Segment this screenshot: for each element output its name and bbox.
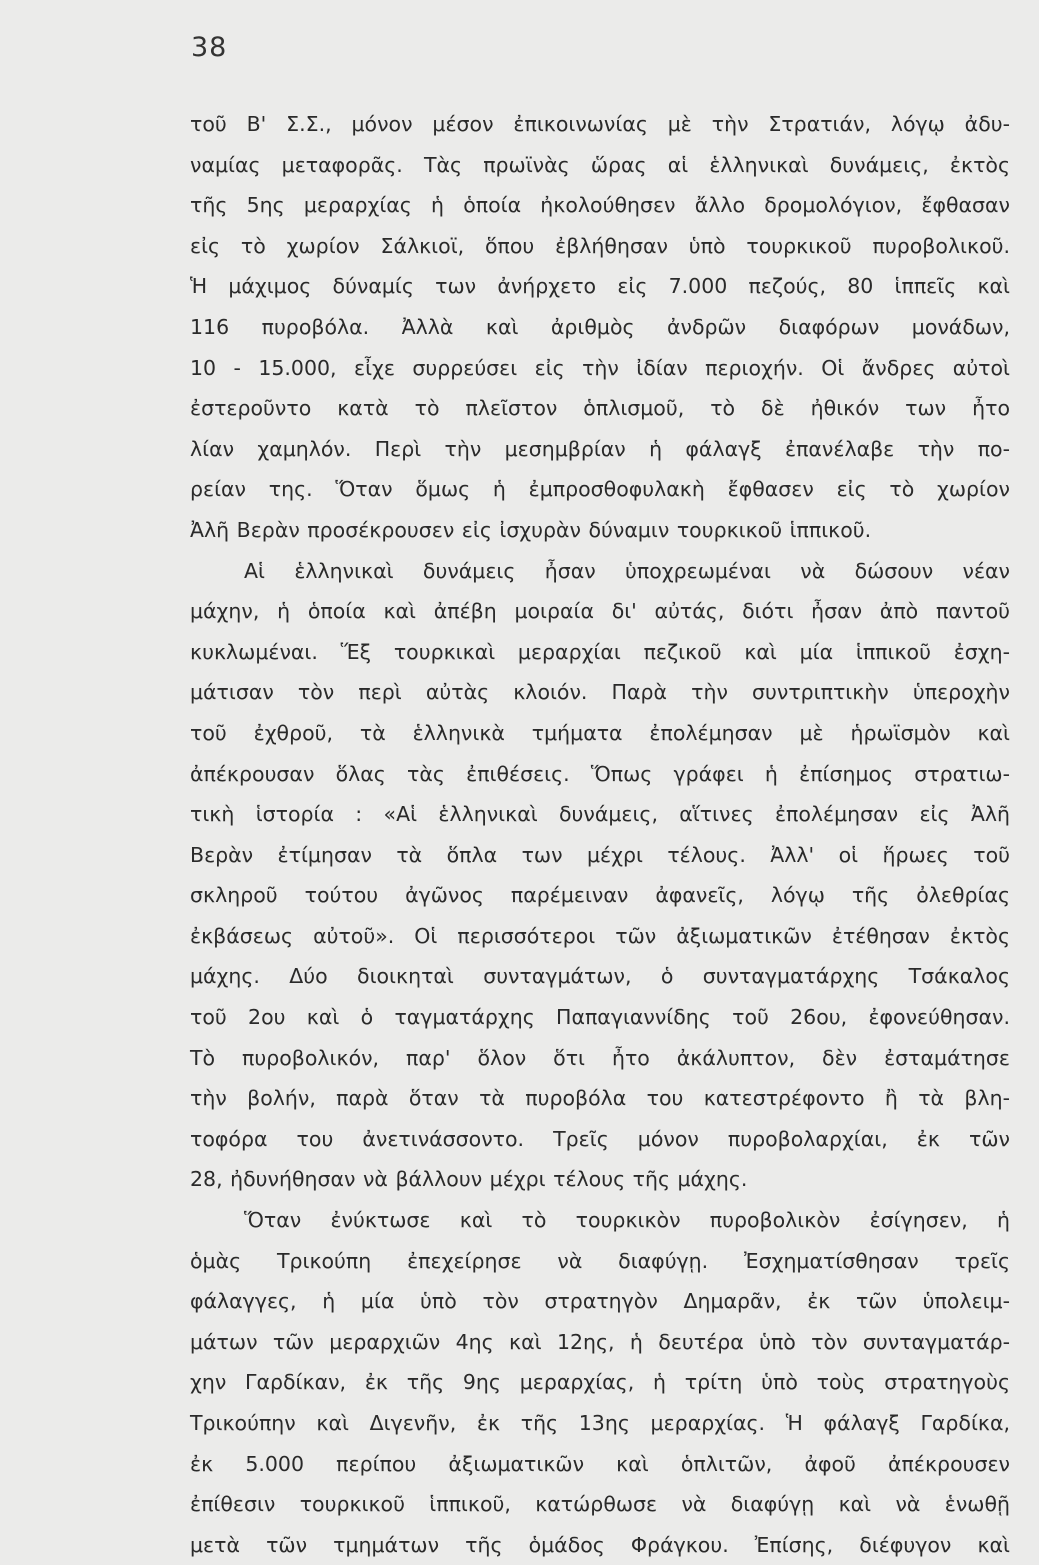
text-line: εἰς τὸ χωρίον Σάλκιοϊ, ὅπου ἐβλήθησαν ὑπὸ τουρκικοῦ πυροβολικοῦ. — [190, 233, 1010, 258]
text-line: μάχης. Δύο διοικηταὶ συνταγμάτων, ὁ συνταγματάρχης Τσάκαλος — [190, 964, 1010, 989]
text-line: λίαν χαμηλόν. Περὶ τὴν μεσημβρίαν ἡ φάλαγξ ἐπανέλαβε τὴν πο- — [190, 436, 1010, 461]
text-line: ἐστεροῦντο κατὰ τὸ πλεῖστον ὁπλισμοῦ, τὸ δὲ ἠθικόν των ἦτο — [190, 396, 1010, 421]
text-line: μάχην, ἡ ὁποία καὶ ἀπέβη μοιραία δι' αὐτάς, διότι ἦσαν ἀπὸ παντοῦ — [190, 599, 1010, 624]
text-line: ρείαν της. Ὅταν ὅμως ἡ ἐμπροσθοφυλακὴ ἔφθασεν εἰς τὸ χωρίον — [190, 477, 1010, 502]
text-line: τὴν βολήν, παρὰ ὅταν τὰ πυροβόλα του κατεστρέφοντο ἢ τὰ βλη- — [190, 1086, 1010, 1111]
text-line: 28, ἠδυνήθησαν νὰ βάλλουν μέχρι τέλους τῆς μάχης. — [190, 1167, 748, 1192]
text-line: κυκλωμέναι. Ἕξ τουρκικαὶ μεραρχίαι πεζικοῦ καὶ μία ἱππικοῦ ἐσχη- — [190, 639, 1010, 664]
text-line: τῆς 5ης μεραρχίας ἡ ὁποία ἠκολούθησεν ἄλλο δρομολόγιον, ἔφθασαν — [190, 193, 1010, 218]
text-line: ἐπίθεσιν τουρκικοῦ ἱππικοῦ, κατώρθωσε νὰ διαφύγῃ καὶ νὰ ἑνωθῇ — [190, 1492, 1010, 1517]
text-line: τικὴ ἱστορία : «Αἱ ἑλληνικαὶ δυνάμεις, αἵτινες ἐπολέμησαν εἰς Ἀλῆ — [190, 802, 1010, 827]
text-line: χην Γαρδίκαν, ἐκ τῆς 9ης μεραρχίας, ἡ τρίτη ὑπὸ τοὺς στρατηγοὺς — [190, 1370, 1010, 1395]
text-line: σκληροῦ τούτου ἀγῶνος παρέμειναν ἀφανεῖς, λόγῳ τῆς ὀλεθρίας — [190, 883, 1010, 908]
text-line: τοφόρα του ἀνετινάσσοντο. Τρεῖς μόνον πυροβολαρχίαι, ἐκ τῶν — [190, 1126, 1010, 1151]
text-line: ναμίας μεταφορᾶς. Τὰς πρωϊνὰς ὥρας αἱ ἑλληνικαὶ δυνάμεις, ἐκτὸς — [190, 152, 1010, 177]
text-line: ἀπέκρουσαν ὅλας τὰς ἐπιθέσεις. Ὅπως γράφει ἡ ἐπίσημος στρατιω- — [190, 761, 1010, 786]
text-line: Ὅταν ἐνύκτωσε καὶ τὸ τουρκικὸν πυροβολικὸν ἐσίγησεν, ἡ — [244, 1208, 1010, 1233]
body-text — [190, 104, 1010, 1565]
text-line: Τρικούπην καὶ Διγενῆν, ἐκ τῆς 13ης μεραρχίας. Ἡ φάλαγξ Γαρδίκα, — [190, 1411, 1010, 1435]
text-line: ἐκ 5.000 περίπου ἀξιωματικῶν καὶ ὁπλιτῶν, ἀφοῦ ἀπέκρουσεν — [190, 1451, 1010, 1476]
text-line: μάτισαν τὸν περὶ αὐτὰς κλοιόν. Παρὰ τὴν συντριπτικὴν ὑπεροχὴν — [190, 680, 1010, 705]
text-line: Αἱ ἑλληνικαὶ δυνάμεις ἦσαν ὑποχρεωμέναι νὰ δώσουν νέαν — [244, 558, 1010, 583]
text-line: μετὰ τῶν τμημάτων τῆς ὁμάδος Φράγκου. Ἐπίσης, διέφυγον καὶ — [190, 1532, 1010, 1557]
text-line: 116 πυροβόλα. Ἀλλὰ καὶ ἀριθμὸς ἀνδρῶν διαφόρων μονάδων, — [190, 314, 1010, 339]
text-line: ἐκβάσεως αὐτοῦ». Οἱ περισσότεροι τῶν ἀξιωματικῶν ἐτέθησαν ἐκτὸς — [190, 923, 1010, 948]
text-line: ὁμὰς Τρικούπη ἐπεχείρησε νὰ διαφύγῃ. Ἐσχηματίσθησαν τρεῖς — [190, 1248, 1010, 1273]
text-line: τοῦ 2ου καὶ ὁ ταγματάρχης Παπαγιαννίδης τοῦ 26ου, ἐφονεύθησαν. — [190, 1005, 1010, 1030]
text-line: Ἀλῆ Βερὰν προσέκρουσεν εἰς ἰσχυρὰν δύναμιν τουρκικοῦ ἱππικοῦ. — [190, 517, 872, 542]
text-line: Τὸ πυροβολικόν, παρ' ὅλον ὅτι ἦτο ἀκάλυπτον, δὲν ἐσταμάτησε — [190, 1045, 1010, 1070]
text-line: τοῦ ἐχθροῦ, τὰ ἑλληνικὰ τμήματα ἐπολέμησαν μὲ ἡρωϊσμὸν καὶ — [190, 720, 1010, 745]
text-line: μάτων τῶν μεραρχιῶν 4ης καὶ 12ης, ἡ δευτέρα ὑπὸ τὸν συνταγματάρ- — [190, 1329, 1010, 1354]
page-number: 38 — [191, 32, 228, 63]
text-line: 10 - 15.000, εἶχε συρρεύσει εἰς τὴν ἰδίαν περιοχήν. Οἱ ἄνδρες αὐτοὶ — [190, 355, 1010, 380]
text-line: φάλαγγες, ἡ μία ὑπὸ τὸν στρατηγὸν Δημαρᾶν, ἐκ τῶν ὑπολειμ- — [190, 1289, 1010, 1314]
text-line: τοῦ Β' Σ.Σ., μόνον μέσον ἐπικοινωνίας μὲ τὴν Στρατιάν, λόγῳ ἀδυ- — [190, 112, 1010, 136]
text-line: Ἡ μάχιμος δύναμίς των ἀνήρχετο εἰς 7.000 πεζούς, 80 ἱππεῖς καὶ — [190, 274, 1010, 299]
text-line: Βερὰν ἐτίμησαν τὰ ὅπλα των μέχρι τέλους. Ἀλλ' οἱ ἥρωες τοῦ — [190, 842, 1010, 867]
